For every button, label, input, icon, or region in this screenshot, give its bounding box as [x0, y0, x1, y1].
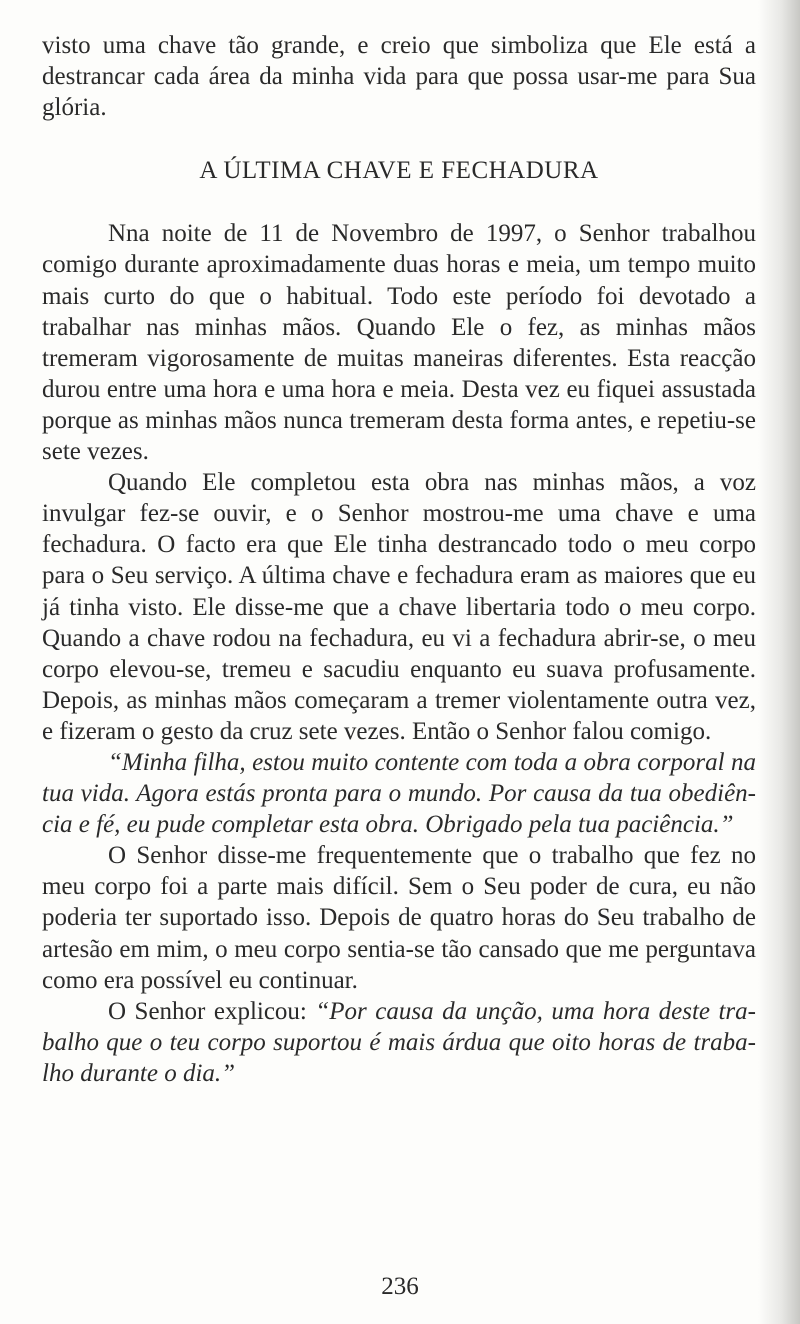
paragraph-continued: visto uma chave tão grande, e creio que simboliza que Ele está a destrancar cada área da minha vida para que possa usar-me para Sua glória.	[42, 32, 756, 122]
paragraph-lead: O Senhor explicou:	[108, 997, 316, 1025]
inline-quote: “Por causa da unção, uma hora deste trabalho que o teu corpo suportou é mais árdua que oito horas de trabalho durante o dia.”	[42, 997, 756, 1087]
page-text	[42, 30, 756, 1089]
paragraph: Nna noite de 11 de Novembro de 1997, o Senhor trabalhou comigo durante aproximadamente duas horas e meia, um tempo muito mais curto do que o habitual. Todo este período foi devotado a trabalhar nas minhas mãos. Quando Ele o fez, as minhas mãos tremeram vigorosamente de muitas maneiras diferentes. Esta reacção durou entre uma hora e uma hora e meia. Desta vez eu fiquei assustada porque as minhas mãos nunca tremeram desta forma antes, e repetiu-se sete vezes.	[42, 220, 756, 466]
paragraph-with-quote	[42, 996, 756, 1089]
quote-paragraph: “Minha filha, estou muito contente com toda a obra corporal na tua vida. Agora estás pronta para o mundo. Por causa da tua obediência e fé, eu pude completar esta obra. Obrigado pela tua paciência.”	[42, 748, 756, 839]
page-edge-shadow	[758, 0, 800, 1324]
paragraph: O Senhor disse-me frequentemente que o trabalho que fez no meu corpo foi a parte mais difícil. Sem o Seu poder de cura, eu não poderia ter suportado isso. Depois de quatro horas do Seu trabalho de artesão em mim, o meu corpo sentia-se tão cansado que me perguntava como era possível eu continuar.	[42, 842, 756, 994]
page-number: 236	[381, 1273, 419, 1300]
paragraph: Quando Ele completou esta obra nas minhas mãos, a voz invulgar fez-se ouvir, e o Senhor mostrou-me uma chave e uma fechadura. O facto era que Ele tinha destrancado todo o meu corpo para o Seu serviço. A última chave e fechadura eram as maiores que eu já tinha visto. Ele disse-me que a chave libertaria todo o meu corpo. Quando a chave rodou na fechadura, eu vi a fechadura abrir-se, o meu corpo elevou-se, tremeu e sacudiu enquanto eu suava profusamente. Depois, as minhas mãos começaram a tremer violentamente outra vez, e fizeram o gesto da cruz sete vezes. Então o Senhor falou comigo.	[42, 469, 756, 745]
section-heading: A ÚLTIMA CHAVE E FECHADURA	[199, 157, 599, 185]
